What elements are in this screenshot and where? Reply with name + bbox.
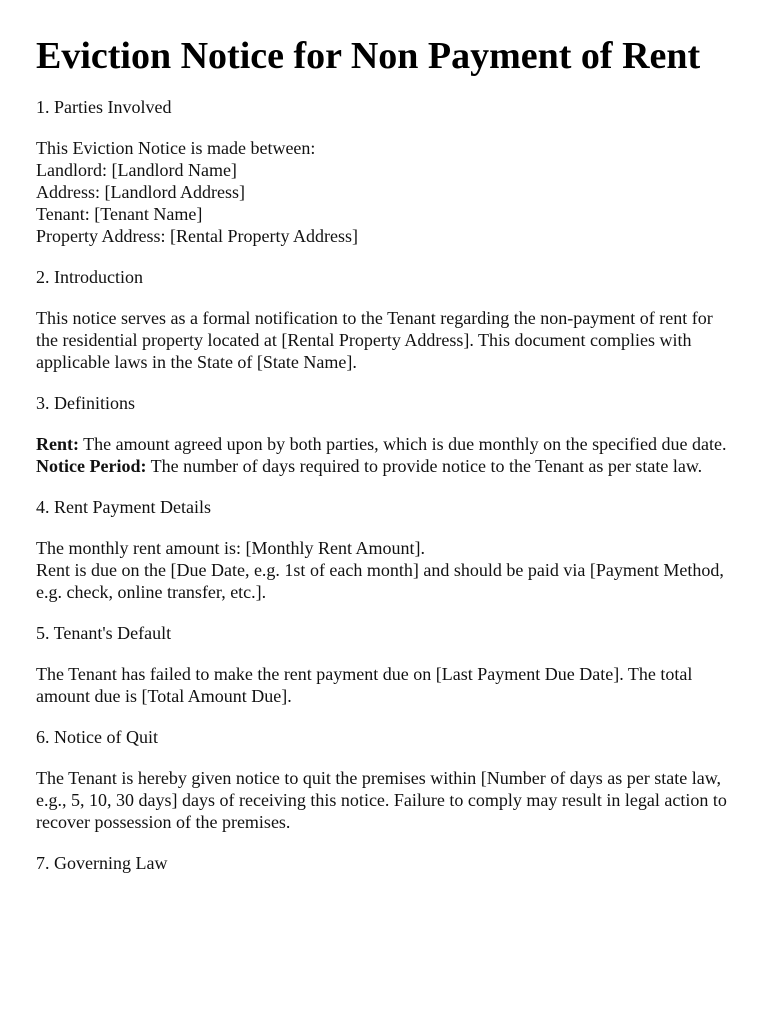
definition-text: The amount agreed upon by both parties, which is due monthly on the specified due date. (79, 434, 727, 454)
section-parties (36, 96, 736, 247)
document-title: Eviction Notice for Non Payment of Rent (36, 35, 701, 77)
section-heading: 6. Notice of Quit (36, 727, 158, 747)
section-introduction (36, 266, 736, 373)
tenant-default-paragraph: The Tenant has failed to make the rent payment due on [Last Payment Due Date]. The total amount due is [Total Amount Due]. (36, 664, 693, 706)
section-rent-payment (36, 496, 736, 603)
section-heading: 3. Definitions (36, 393, 135, 413)
section-heading: 2. Introduction (36, 267, 143, 287)
monthly-rent-line: The monthly rent amount is: [Monthly Rent Amount]. (36, 538, 425, 558)
document-page (36, 34, 736, 893)
definition-text: The number of days required to provide notice to the Tenant as per state law. (146, 456, 703, 476)
section-heading: 5. Tenant's Default (36, 623, 172, 643)
property-address-line: Property Address: [Rental Property Address] (36, 226, 358, 246)
definitions-block (36, 433, 736, 477)
section-tenant-default (36, 622, 736, 707)
definition-notice-period (36, 455, 736, 477)
notice-of-quit-paragraph: The Tenant is hereby given notice to quit the premises within [Number of days as per state law, e.g., 5, 10, 30 days] days of receiving this notice. Failure to comply may result in legal action to recover possession of the premises. (36, 768, 727, 832)
section-heading: 1. Parties Involved (36, 97, 172, 117)
tenant-line: Tenant: [Tenant Name] (36, 204, 203, 224)
definition-rent (36, 433, 736, 455)
section-definitions (36, 392, 736, 477)
section-notice-of-quit (36, 726, 736, 833)
definition-term: Rent: (36, 434, 79, 454)
section-heading: 4. Rent Payment Details (36, 497, 211, 517)
landlord-address-line: Address: [Landlord Address] (36, 182, 245, 202)
definition-term: Notice Period: (36, 456, 147, 476)
landlord-line: Landlord: [Landlord Name] (36, 160, 237, 180)
parties-intro-line: This Eviction Notice is made between: (36, 138, 316, 158)
section-governing-law (36, 852, 736, 874)
parties-block (36, 137, 736, 247)
rent-payment-block (36, 537, 736, 603)
section-heading: 7. Governing Law (36, 853, 168, 873)
introduction-paragraph: This notice serves as a formal notification to the Tenant regarding the non-payment of rent for the residential property located at [Rental Property Address]. This document complies with applicable laws in the State of [State Name]. (36, 308, 713, 372)
due-date-line: Rent is due on the [Due Date, e.g. 1st of each month] and should be paid via [Payment Method, e.g. check, online transfer, etc.]. (36, 560, 724, 602)
